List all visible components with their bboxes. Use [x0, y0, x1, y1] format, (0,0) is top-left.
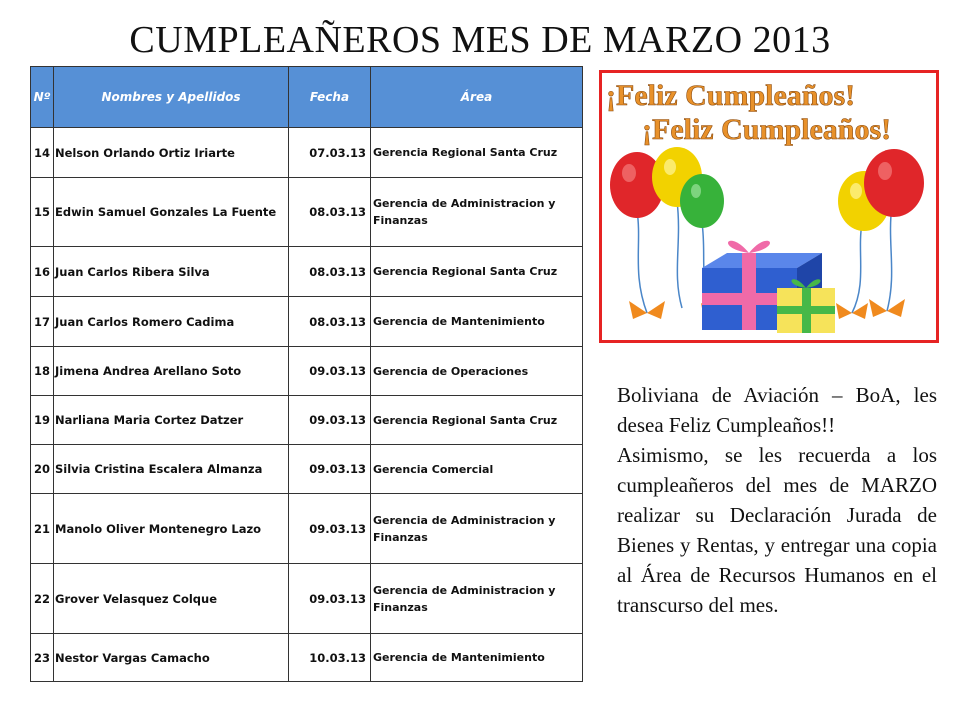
table-row: [31, 494, 583, 564]
row-area: Gerencia de Administracion y Finanzas: [371, 564, 583, 634]
row-date: 09.03.13: [289, 396, 371, 445]
row-area: Gerencia Regional Santa Cruz: [371, 396, 583, 445]
birthday-card-image: [599, 70, 939, 343]
row-name: Nestor Vargas Camacho: [54, 634, 289, 682]
message-text: [617, 380, 937, 620]
header-name: Nombres y Apellidos: [54, 67, 289, 128]
row-name: Nelson Orlando Ortiz Iriarte: [54, 128, 289, 178]
header-date: Fecha: [289, 67, 371, 128]
table-header-row: [31, 67, 583, 128]
row-name: Juan Carlos Ribera Silva: [54, 247, 289, 297]
row-num: 15: [31, 178, 54, 247]
row-num: 14: [31, 128, 54, 178]
row-date: 09.03.13: [289, 564, 371, 634]
row-num: 21: [31, 494, 54, 564]
row-num: 17: [31, 297, 54, 347]
table-row: [31, 128, 583, 178]
header-area: Área: [371, 67, 583, 128]
row-date: 08.03.13: [289, 247, 371, 297]
row-num: 20: [31, 445, 54, 494]
table-row: [31, 445, 583, 494]
greeting-line-2: ¡Feliz Cumpleaños!: [642, 113, 892, 146]
table-row: [31, 178, 583, 247]
gift-boxes: [702, 241, 835, 333]
row-date: 07.03.13: [289, 128, 371, 178]
birthday-illustration: [602, 73, 936, 340]
row-area: Gerencia de Mantenimiento: [371, 634, 583, 682]
table-row: [31, 634, 583, 682]
row-area: Gerencia de Administracion y Finanzas: [371, 178, 583, 247]
row-name: Narliana Maria Cortez Datzer: [54, 396, 289, 445]
message-reminder: Asimismo, se les recuerda a los cumpleañeros del mes de MARZO realizar su Declaración Jurada de Bienes y Rentas, y entregar una copia al Área de Recursos Humanos en el transcurso del mes.: [617, 443, 937, 617]
row-area: Gerencia de Mantenimiento: [371, 297, 583, 347]
greeting-line-1: ¡Feliz Cumpleaños!: [606, 79, 856, 112]
message-greeting: Boliviana de Aviación – BoA, les desea Feliz Cumpleaños!!: [617, 383, 937, 437]
row-date: 10.03.13: [289, 634, 371, 682]
row-name: Juan Carlos Romero Cadima: [54, 297, 289, 347]
row-date: 09.03.13: [289, 347, 371, 396]
row-date: 08.03.13: [289, 297, 371, 347]
birthday-table: [30, 66, 583, 682]
balloons-right: [838, 149, 924, 231]
table-row: [31, 347, 583, 396]
table-row: [31, 564, 583, 634]
row-num: 18: [31, 347, 54, 396]
row-name: Manolo Oliver Montenegro Lazo: [54, 494, 289, 564]
row-num: 16: [31, 247, 54, 297]
balloons-left: [610, 147, 724, 228]
page-title: CUMPLEAÑEROS MES DE MARZO 2013: [129, 19, 831, 61]
row-name: Silvia Cristina Escalera Almanza: [54, 445, 289, 494]
row-area: Gerencia Regional Santa Cruz: [371, 128, 583, 178]
header-num: Nº: [31, 67, 54, 128]
row-date: 09.03.13: [289, 445, 371, 494]
row-name: Grover Velasquez Colque: [54, 564, 289, 634]
row-area: Gerencia Comercial: [371, 445, 583, 494]
table-row: [31, 247, 583, 297]
row-date: 09.03.13: [289, 494, 371, 564]
row-num: 23: [31, 634, 54, 682]
row-area: Gerencia de Operaciones: [371, 347, 583, 396]
row-name: Edwin Samuel Gonzales La Fuente: [54, 178, 289, 247]
table-row: [31, 297, 583, 347]
table-row: [31, 396, 583, 445]
row-area: Gerencia de Administracion y Finanzas: [371, 494, 583, 564]
row-num: 22: [31, 564, 54, 634]
row-date: 08.03.13: [289, 178, 371, 247]
row-name: Jimena Andrea Arellano Soto: [54, 347, 289, 396]
row-area: Gerencia Regional Santa Cruz: [371, 247, 583, 297]
row-num: 19: [31, 396, 54, 445]
